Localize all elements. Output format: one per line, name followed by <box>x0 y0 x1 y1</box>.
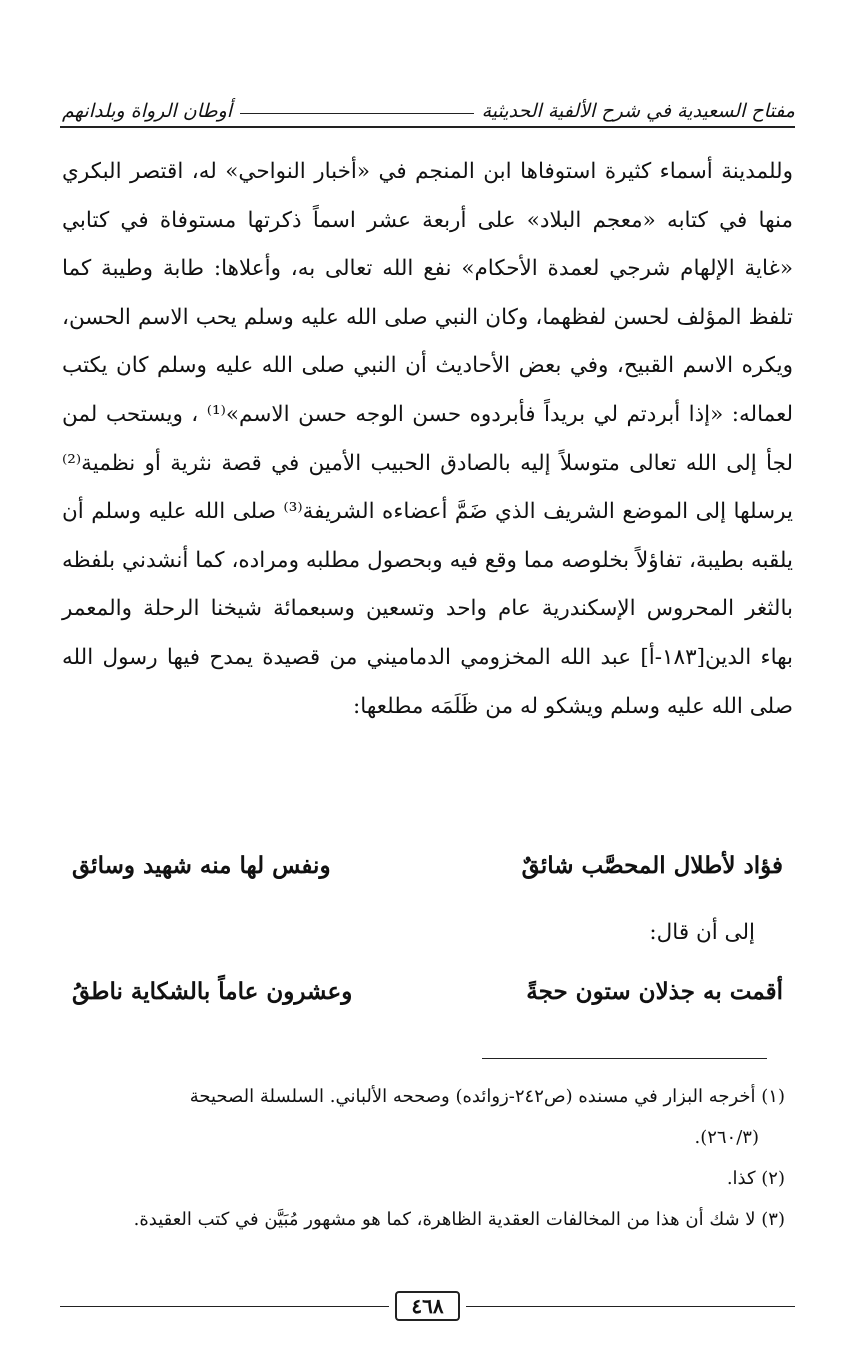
footnotes <box>62 1076 785 1240</box>
footer-rule-right <box>466 1306 795 1307</box>
footer-rule-left <box>60 1306 389 1307</box>
footnote-1: (١) أخرجه البزار في مسنده (ص٢٤٢-زوائده) وصححه الألباني. السلسلة الصحيحة <box>189 1086 785 1107</box>
footnote-2: (٢) كذا. <box>726 1168 785 1189</box>
book-title: مفتاح السعيدية في شرح الألفية الحديثية <box>481 100 795 122</box>
footnote-separator <box>482 1058 767 1059</box>
body-paragraph: وللمدينة أسماء كثيرة استوفاها ابن المنجم في «أخبار النواحي» له، اقتصر البكري منها في كتابه «معجم البلاد» على أربعة عشر اسماً ذكرتها مستوفاة في كتابي «غاية الإلهام شرجي لعمدة الأحكام» نفع الله تعالى به، وأعلاها: طابة وطيبة كما تلفظ المؤلف لحسن لفظهما، وكان النبي صلى الله عليه وسلم يحب الاسم الحسن، ويكره الاسم القبيح، وفي بعض الأحاديث أن النبي صلى الله عليه وسلم كان يكتب لعماله: «إذا أبردتم لي بريداً فأبردوه حسن الوجه حسن الاسم»⁽¹⁾ ، ويستحب لمن لجأ إلى الله تعالى متوسلاً إليه بالصادق الحبيب الأمين في قصة نثرية أو نظمية⁽²⁾ يرسلها إلى الموضع الشريف الذي ضَمَّ أعضاءه الشريفة⁽³⁾ صلى الله عليه وسلم أن يلقبه بطيبة، تفاؤلاً بخلوصه مما وقع فيه وبحصول مطلبه ومراده، كما أنشدني بلفظه بالثغر المحروس الإسكندرية عام واحد وتسعين وسبعمائة شيخنا الرحلة والمعمر بهاء الدين[١٨٣-أ] عبد الله المخزومي الدماميني من قصيدة يمدح فيها رسول الله صلى الله عليه وسلم ويشكو له من ظَلَمَه مطلعها: <box>62 159 794 719</box>
verse-intro: إلى أن قال: <box>649 920 755 945</box>
header-bottom-rule <box>60 126 795 128</box>
running-header <box>62 86 795 122</box>
verse-1-first-hemistich: فؤاد لأطلال المحصَّب شائقٌ <box>521 852 783 879</box>
poem-verse-2 <box>72 978 783 1005</box>
header-separator <box>240 113 474 114</box>
chapter-title: أوطان الرواة وبلدانهم <box>62 100 233 122</box>
footnote-1-continuation: (٢٦٠/٣). <box>694 1127 759 1148</box>
verse-1-second-hemistich: ونفس لها منه شهيد وسائق <box>72 852 331 879</box>
page-number: ٤٦٨ <box>395 1291 459 1321</box>
verse-2-first-hemistich: أقمت به جذلان ستون حجةً <box>526 978 783 1005</box>
main-text <box>62 148 793 731</box>
verse-2-second-hemistich: وعشرون عاماً بالشكاية ناطقُ <box>72 978 353 1005</box>
footnote-3: (٣) لا شك أن هذا من المخالفات العقدية الظاهرة، كما هو مشهور مُبَيَّن في كتب العقيدة. <box>133 1209 785 1230</box>
page-footer <box>60 1288 795 1324</box>
poem-verse-1 <box>72 852 783 879</box>
